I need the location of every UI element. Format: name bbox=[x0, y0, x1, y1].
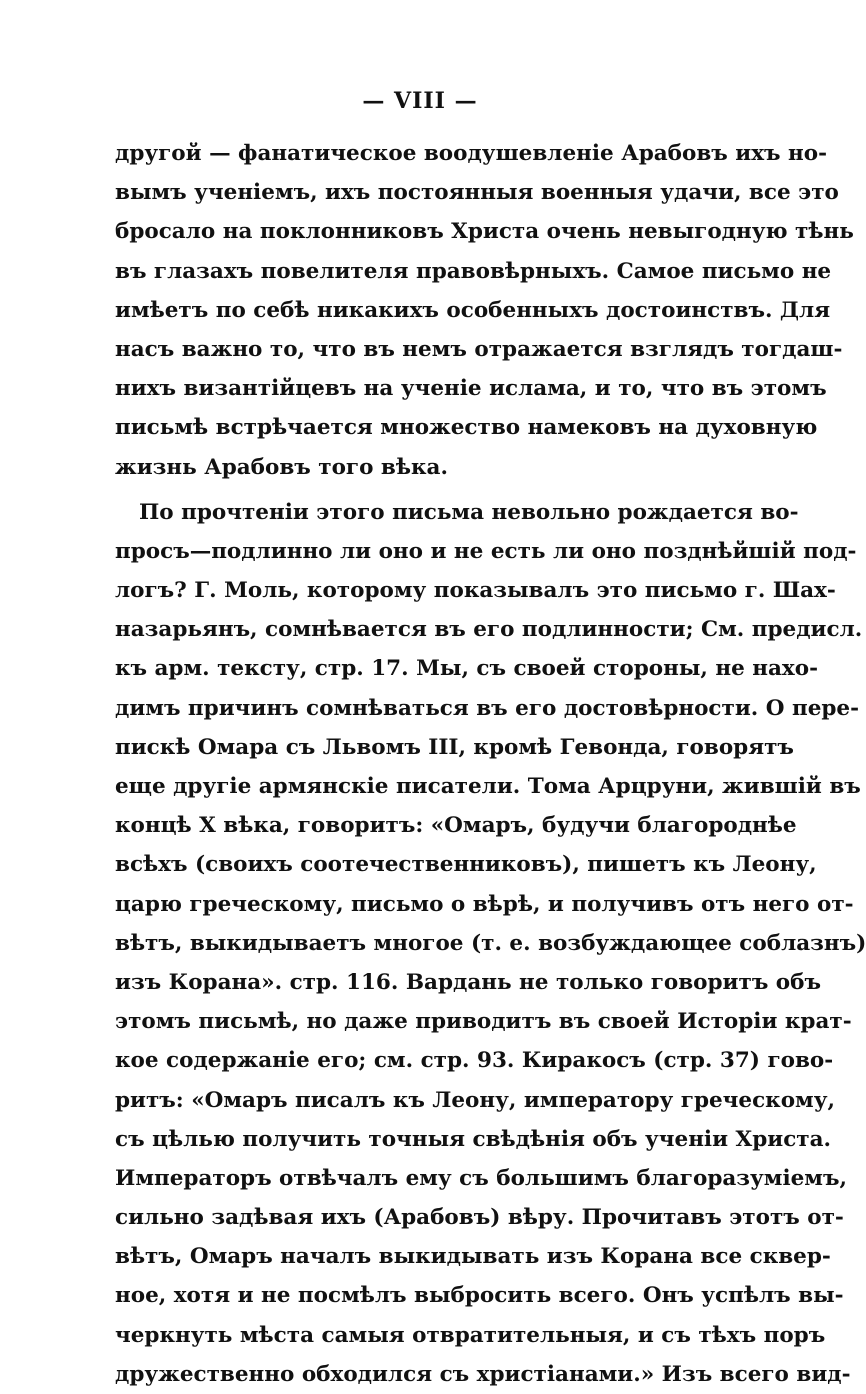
body-text bbox=[115, 134, 866, 1394]
text-line: вымъ ученіемъ, ихъ постоянныя военныя удачи, все это bbox=[115, 180, 839, 206]
text-line: вѣтъ, выкидываетъ многое (т. е. возбуждающее соблазнъ) bbox=[115, 930, 866, 956]
paragraph-1 bbox=[115, 134, 854, 487]
text-line: просъ—подлинно ли оно и не есть ли оно позднѣйшій под- bbox=[115, 538, 857, 564]
text-line: вѣтъ, Омаръ началъ выкидывать изъ Корана все сквер- bbox=[115, 1244, 831, 1270]
text-line: пискѣ Омара съ Львомъ III, кромѣ Гевонда, говорятъ bbox=[115, 734, 794, 760]
text-line: По прочтеніи этого письма невольно рождается во- bbox=[139, 499, 799, 525]
text-line: концѣ X вѣка, говоритъ: «Омаръ, будучи благороднѣе bbox=[115, 813, 797, 839]
text-line: назарьянъ, сомнѣвается въ его подлинности; См. предисл. bbox=[115, 617, 863, 643]
text-line: жизнь Арабовъ того вѣка. bbox=[115, 454, 448, 480]
text-line: съ цѣлью получить точныя свѣдѣнія объ ученіи Христа. bbox=[115, 1126, 832, 1152]
text-line: бросало на поклонниковъ Христа очень невыгодную тѣнь bbox=[115, 219, 854, 245]
text-line: еще другіе армянскіе писатели. Тома Арцруни, жившій въ bbox=[115, 774, 861, 799]
text-line: логъ? Г. Моль, которому показывалъ это письмо г. Шах- bbox=[115, 578, 836, 604]
text-line: другой — фанатическое воодушевленіе Арабовъ ихъ но- bbox=[115, 141, 828, 166]
text-line: Императоръ отвѣчалъ ему съ большимъ благоразуміемъ, bbox=[115, 1165, 847, 1191]
text-line: сильно задѣвая ихъ (Арабовъ) вѣру. Прочитавъ этотъ от- bbox=[115, 1205, 844, 1231]
text-line: этомъ письмѣ, но даже приводитъ въ своей Исторіи крат- bbox=[115, 1009, 852, 1035]
text-line: царю греческому, письмо о вѣрѣ, и получивъ отъ него от- bbox=[115, 891, 854, 917]
text-line: нихъ византійцевъ на ученіе ислама, и то, что въ этомъ bbox=[115, 376, 827, 402]
text-line: къ арм. тексту, стр. 17. Мы, съ своей стороны, не нахо- bbox=[115, 656, 819, 682]
text-line: имѣетъ по себѣ никакихъ особенныхъ достоинствъ. Для bbox=[115, 297, 831, 323]
paragraph-2 bbox=[115, 493, 866, 1394]
text-line: димъ причинъ сомнѣваться въ его достовѣрности. О пере- bbox=[115, 695, 860, 721]
text-line: кое содержаніе его; см. стр. 93. Киракосъ (стр. 37) гово- bbox=[115, 1048, 834, 1074]
text-line: всѣхъ (своихъ соотечественниковъ), пишетъ къ Леону, bbox=[115, 852, 817, 878]
text-line: дружественно обходился съ христіанами.» Изъ всего вид- bbox=[115, 1361, 851, 1387]
text-line: изъ Корана». стр. 116. Вардань не только говоритъ объ bbox=[115, 969, 821, 995]
text-line: насъ важно то, что въ немъ отражается взглядъ тогдаш- bbox=[115, 336, 843, 362]
page-header: — VIII — bbox=[362, 88, 478, 114]
text-line: ритъ: «Омаръ писалъ къ Леону, императору греческому, bbox=[115, 1087, 835, 1113]
text-line: въ глазахъ повелителя правовѣрныхъ. Самое письмо не bbox=[115, 258, 832, 284]
text-line: черкнуть мѣста самыя отвратительныя, и съ тѣхъ поръ bbox=[115, 1322, 826, 1348]
text-line: ное, хотя и не посмѣлъ выбросить всего. Онъ успѣлъ вы- bbox=[115, 1283, 844, 1309]
text-line: письмѣ встрѣчается множество намековъ на духовную bbox=[115, 415, 818, 441]
